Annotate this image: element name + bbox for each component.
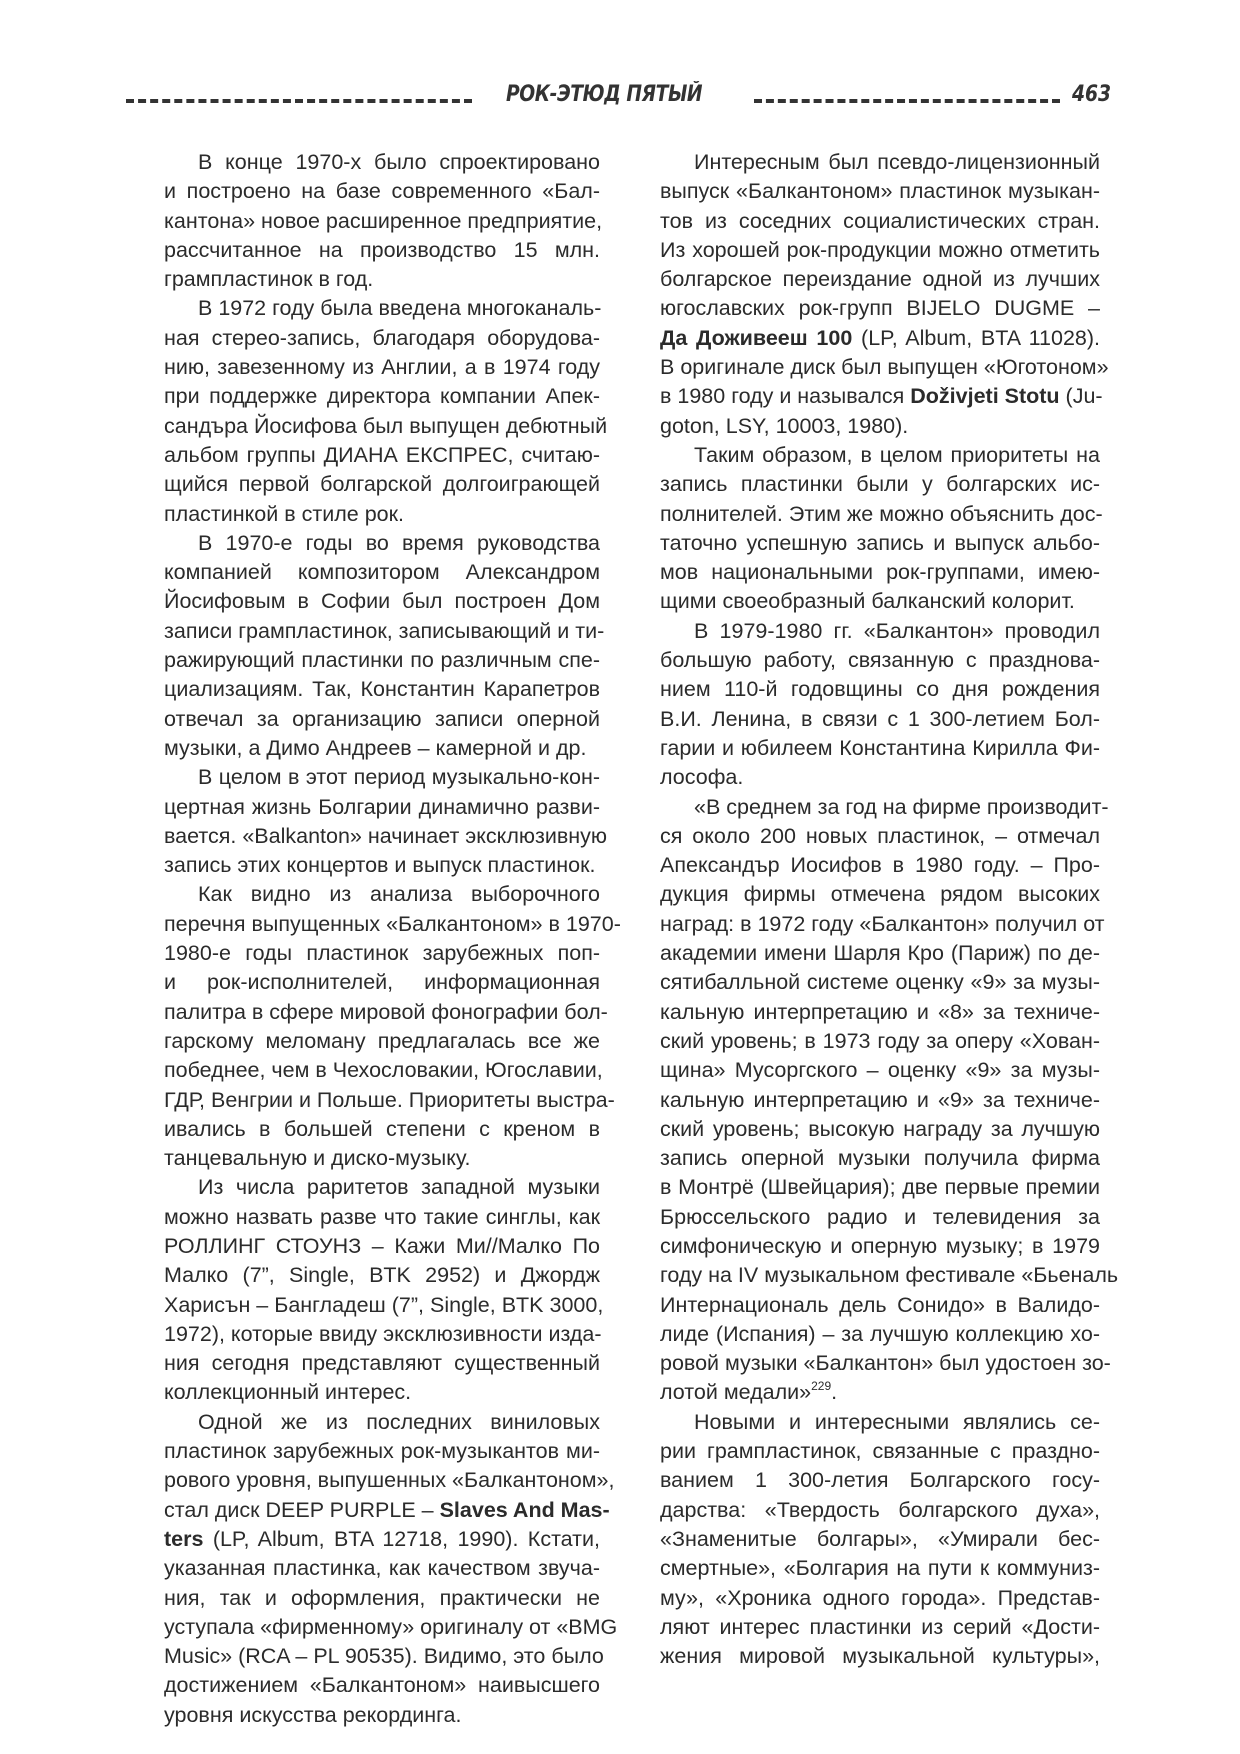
text-line bbox=[164, 1261, 600, 1290]
line-text: 1972), которые ввиду эксклюзивности изда- bbox=[164, 1321, 602, 1346]
line-text: мов национальными рок-группами, имею- bbox=[660, 560, 1100, 585]
line-text: В оригинале диск был выпущен «Юготоном» bbox=[660, 355, 1109, 380]
text-line bbox=[660, 1554, 1100, 1583]
line-text: в Монтрё (Швейцария); две первые премии bbox=[660, 1175, 1100, 1200]
text-line bbox=[164, 910, 621, 939]
text-line bbox=[164, 998, 608, 1027]
line-text: ния сегодня представляют существенный bbox=[164, 1351, 600, 1376]
line-text: стал диск DEEP PURPLE – bbox=[164, 1497, 440, 1522]
line-text: Music» (RCA – PL 90535). Видимо, это было bbox=[164, 1644, 604, 1669]
line-text: В.И. Ленина, в связи с 1 300-летием Бол- bbox=[660, 706, 1100, 731]
line-text: сятибалльной системе оценку «9» за музы- bbox=[660, 970, 1100, 995]
line-text: танцевальную и диско-музыку. bbox=[164, 1146, 471, 1171]
header-rule-left bbox=[126, 99, 472, 103]
text-line bbox=[164, 1203, 600, 1232]
text-line bbox=[660, 851, 1100, 880]
text-line bbox=[660, 324, 1100, 353]
text-line bbox=[164, 793, 600, 822]
text-line bbox=[164, 500, 600, 529]
text-line bbox=[164, 1144, 600, 1173]
text-line bbox=[660, 1027, 1100, 1056]
line-text: кальную интерпретацию и «8» за техниче- bbox=[660, 999, 1100, 1024]
text-line bbox=[660, 968, 1100, 997]
text-line bbox=[660, 1642, 1100, 1671]
line-text: музыки, а Димо Андреев – камерной и др. bbox=[164, 735, 587, 760]
line-text: Новыми и интересными являлись се- bbox=[694, 1409, 1100, 1434]
text-line bbox=[660, 382, 1103, 411]
text-line bbox=[164, 1232, 600, 1261]
text-line bbox=[660, 1613, 1100, 1642]
line-text: болгарское переиздание одной из лучших bbox=[660, 267, 1100, 292]
line-text: Апександър Иосифов в 1980 году. – Про- bbox=[660, 853, 1100, 878]
text-line bbox=[164, 236, 600, 265]
text-line bbox=[164, 265, 600, 294]
footnote-ref[interactable]: 229 bbox=[811, 1379, 832, 1394]
text-line bbox=[164, 880, 600, 909]
text-line bbox=[660, 880, 1100, 909]
text-line bbox=[660, 177, 1100, 206]
line-text: goton, LSY, 10003, 1980). bbox=[660, 413, 909, 438]
line-text: уровня искусства рекординга. bbox=[164, 1702, 462, 1727]
line-text: жения мировой музыкальной культуры», bbox=[660, 1644, 1100, 1669]
line-text: выпуск «Балкантоном» пластинок музыкан- bbox=[660, 179, 1100, 204]
text-line bbox=[660, 294, 1100, 323]
text-line bbox=[660, 675, 1100, 704]
line-text: таточно успешную запись и выпуск альбо- bbox=[660, 530, 1100, 555]
header-rule-right bbox=[754, 99, 1060, 103]
text-line bbox=[164, 324, 600, 353]
line-text: «Знаменитые болгары», «Умирали бес- bbox=[660, 1526, 1100, 1551]
text-line bbox=[164, 1115, 600, 1144]
line-text: академии имени Шарля Кро (Париж) по де- bbox=[660, 941, 1100, 966]
line-text: запись этих концертов и выпуск пластинок. bbox=[164, 853, 596, 878]
text-line bbox=[164, 1086, 615, 1115]
line-text: Из числа раритетов западной музыки bbox=[198, 1175, 600, 1200]
text-line bbox=[164, 1701, 600, 1730]
text-line bbox=[164, 1584, 600, 1613]
line-text: . bbox=[831, 1380, 838, 1405]
line-text: Таким образом, в целом приоритеты на bbox=[694, 442, 1100, 467]
line-text: грампластинок в год. bbox=[164, 267, 374, 292]
line-text: палитра в сфере мировой фонографии бол- bbox=[164, 999, 608, 1024]
line-text: уступала «фирменному» оригиналу от «BMG bbox=[164, 1614, 618, 1639]
line-text: ванием 1 300-летия Болгарского госу- bbox=[660, 1468, 1100, 1493]
line-text: Харисън – Бангладеш (7”, Single, BTK 3000, bbox=[164, 1292, 604, 1317]
text-line bbox=[164, 1437, 600, 1466]
text-line bbox=[164, 558, 600, 587]
line-text: вается. «Balkanton» начинает эксклюзивную bbox=[164, 823, 608, 848]
text-line bbox=[660, 353, 1109, 382]
running-title: РОК-ЭТЮД ПЯТЫЙ bbox=[506, 82, 703, 107]
page-number: 463 bbox=[1072, 82, 1112, 107]
text-line bbox=[164, 353, 600, 382]
text-line bbox=[660, 1173, 1100, 1202]
text-line bbox=[660, 1056, 1100, 1085]
text-line bbox=[660, 705, 1100, 734]
text-line bbox=[660, 763, 1100, 792]
line-text: Брюссельского радио и телевидения за bbox=[660, 1204, 1100, 1229]
text-line bbox=[164, 822, 608, 851]
line-text: большую работу, связанную с празднова- bbox=[660, 648, 1100, 673]
text-line bbox=[660, 793, 1109, 822]
line-text: «В среднем за год на фирме производит- bbox=[694, 794, 1109, 819]
line-text: лиде (Испания) – за лучшую коллекцию хо- bbox=[660, 1321, 1100, 1346]
line-text: ГДР, Венгрии и Польше. Приоритеты выстра- bbox=[164, 1087, 615, 1112]
text-line bbox=[660, 617, 1100, 646]
line-text: щина» Мусоргского – оценку «9» за музы- bbox=[660, 1058, 1100, 1083]
text-line bbox=[660, 587, 1100, 616]
line-text: при поддержке директора компании Апек- bbox=[164, 384, 600, 409]
line-text: В конце 1970-х было спроектировано bbox=[198, 150, 600, 174]
text-line bbox=[164, 294, 600, 323]
line-text: В целом в этот период музыкально-кон- bbox=[198, 765, 600, 790]
text-line bbox=[164, 939, 600, 968]
line-text: нию, завезенному из Англии, а в 1974 году bbox=[164, 355, 600, 380]
text-line bbox=[660, 1232, 1100, 1261]
text-line bbox=[660, 734, 1100, 763]
line-text: Интересным был псевдо-лицензионный bbox=[694, 150, 1100, 174]
line-text: ивались в большей степени с креном в bbox=[164, 1116, 600, 1141]
line-text: ся около 200 новых пластинок, – отмечал bbox=[660, 823, 1100, 848]
text-line bbox=[164, 529, 600, 558]
text-line bbox=[660, 207, 1100, 236]
text-line bbox=[164, 1496, 610, 1525]
line-text: рассчитанное на производство 15 млн. bbox=[164, 237, 600, 262]
text-line bbox=[660, 910, 1105, 939]
line-text: пластинок зарубежных рок-музыкантов ми- bbox=[164, 1439, 600, 1464]
text-line bbox=[164, 1320, 600, 1349]
line-text: смертные», «Болгария на пути к коммуниз- bbox=[660, 1556, 1100, 1581]
text-line bbox=[660, 646, 1100, 675]
bold-title: Да Доживееш 100 bbox=[660, 325, 853, 350]
line-text: записи грампластинок, записывающий и ти- bbox=[164, 618, 605, 643]
line-text: Одной же из последних виниловых bbox=[198, 1409, 600, 1434]
text-line bbox=[660, 1144, 1100, 1173]
text-line bbox=[660, 1115, 1100, 1144]
line-text: гарии и юбилеем Константина Кирилла Фи- bbox=[660, 735, 1100, 760]
line-text: ная стерео-запись, благодаря оборудова- bbox=[164, 325, 600, 350]
line-text: победнее, чем в Чехословакии, Югославии, bbox=[164, 1058, 603, 1083]
text-line bbox=[164, 1349, 600, 1378]
text-line bbox=[164, 646, 600, 675]
text-line bbox=[660, 1349, 1111, 1378]
line-text: РОЛЛИНГ СТОУНЗ – Кажи Ми//Малко По bbox=[164, 1233, 600, 1258]
text-line bbox=[660, 1261, 1119, 1290]
text-line bbox=[164, 617, 605, 646]
line-text: пластинкой в стиле рок. bbox=[164, 501, 404, 526]
line-text: полнителей. Этим же можно объяснить дос- bbox=[660, 501, 1103, 526]
line-text: рии грампластинок, связанные с праздно- bbox=[660, 1439, 1100, 1464]
text-line bbox=[660, 1378, 1100, 1407]
text-line bbox=[164, 1671, 600, 1700]
text-line bbox=[660, 529, 1100, 558]
text-line bbox=[660, 441, 1100, 470]
bold-title: Doživjeti Stotu bbox=[910, 384, 1060, 409]
text-line bbox=[164, 763, 600, 792]
text-line bbox=[660, 1584, 1100, 1613]
line-text: рового уровня, выпушенных «Балкантоном», bbox=[164, 1468, 615, 1493]
running-header bbox=[126, 82, 1126, 118]
line-text: Малко (7”, Single, BTK 2952) и Джордж bbox=[164, 1263, 600, 1288]
line-text: достижением «Балкантоном» наивысшего bbox=[164, 1673, 600, 1698]
line-text: коллекционный интерес. bbox=[164, 1380, 412, 1405]
line-text: Йосифовым в Софии был построен Дом bbox=[164, 589, 600, 614]
line-text: альбом группы ДИАНА ЕКСПРЕС, считаю- bbox=[164, 442, 600, 467]
text-line bbox=[660, 939, 1100, 968]
text-line bbox=[660, 1291, 1100, 1320]
line-text: ровой музыки «Балкантон» был удостоен зо- bbox=[660, 1351, 1111, 1376]
line-text: можно назвать разве что такие синглы, как bbox=[164, 1204, 600, 1229]
line-text: ния, так и оформления, практически не bbox=[164, 1585, 600, 1610]
line-text: югославских рок-групп BIJELO DUGME – bbox=[660, 296, 1100, 321]
text-line bbox=[164, 148, 600, 177]
text-line bbox=[660, 1437, 1100, 1466]
text-line bbox=[164, 1642, 604, 1671]
text-line bbox=[660, 1496, 1100, 1525]
line-text: запись оперной музыки получила фирма bbox=[660, 1146, 1100, 1171]
line-text: и построено на базе современного «Бал- bbox=[164, 179, 600, 204]
line-text: лотой медали» bbox=[660, 1380, 812, 1405]
line-text: перечня выпущенных «Балкантоном» в 1970- bbox=[164, 911, 621, 936]
text-line bbox=[164, 1525, 600, 1554]
line-text: в 1980 году и назывался bbox=[660, 384, 911, 409]
text-line bbox=[164, 412, 608, 441]
text-line bbox=[164, 1554, 600, 1583]
text-line bbox=[660, 412, 1100, 441]
line-text: компанией композитором Александром bbox=[164, 560, 600, 585]
text-line bbox=[660, 1086, 1100, 1115]
line-text: цертная жизнь Болгарии динамично разви- bbox=[164, 794, 600, 819]
text-line bbox=[660, 1320, 1100, 1349]
line-text: кальную интерпретацию и «9» за техниче- bbox=[660, 1087, 1100, 1112]
text-line bbox=[164, 382, 600, 411]
line-text: Интернациональ дель Сонидо» в Валидо- bbox=[660, 1292, 1100, 1317]
line-text: лософа. bbox=[660, 765, 744, 790]
text-line bbox=[660, 558, 1100, 587]
text-line bbox=[164, 705, 600, 734]
text-line bbox=[164, 968, 600, 997]
line-text: Из хорошей рок-продукции можно отметить bbox=[660, 237, 1100, 262]
line-text: гарскому меломану предлагалась все же bbox=[164, 1028, 600, 1053]
line-text: дарства: «Твердость болгарского духа», bbox=[660, 1497, 1100, 1522]
text-line bbox=[660, 1408, 1100, 1437]
line-text: нием 110-й годовщины со дня рождения bbox=[660, 677, 1100, 702]
line-text: сандъра Йосифова был выпущен дебютный bbox=[164, 413, 608, 438]
text-line bbox=[164, 1613, 618, 1642]
line-text: 1980-е годы пластинок зарубежных поп- bbox=[164, 941, 600, 966]
text-line bbox=[164, 851, 600, 880]
text-line bbox=[660, 1203, 1100, 1232]
line-text: В 1970-е годы во время руководства bbox=[198, 530, 600, 555]
text-line bbox=[164, 441, 600, 470]
text-line bbox=[660, 822, 1100, 851]
line-text: циализациям. Так, Константин Карапетров bbox=[164, 677, 600, 702]
line-text: отвечал за организацию записи оперной bbox=[164, 706, 600, 731]
text-line bbox=[660, 1525, 1100, 1554]
text-line bbox=[164, 1466, 615, 1495]
text-line bbox=[164, 207, 603, 236]
text-line bbox=[164, 1291, 604, 1320]
text-line bbox=[660, 470, 1100, 499]
right-text-column bbox=[660, 148, 1119, 1671]
line-text: ражирующий пластинки по различным спе- bbox=[164, 648, 600, 673]
line-text: симфоническую и оперную музыку; в 1979 bbox=[660, 1233, 1100, 1258]
text-line bbox=[164, 734, 600, 763]
bold-title: ters bbox=[164, 1526, 204, 1551]
text-line bbox=[164, 1173, 600, 1202]
line-text: кантона» новое расширенное предприятие, bbox=[164, 208, 603, 233]
line-text: ляют интерес пластинки из серий «Дости- bbox=[660, 1614, 1100, 1639]
line-text: и рок-исполнителей, информационная bbox=[164, 970, 600, 995]
line-text: (Ju- bbox=[1059, 384, 1103, 409]
line-text: году на IV музыкальном фестивале «Бьеналь bbox=[660, 1263, 1119, 1288]
text-line bbox=[660, 148, 1100, 177]
text-line bbox=[660, 265, 1100, 294]
line-text: Как видно из анализа выборочного bbox=[198, 882, 600, 907]
line-text: тов из соседних социалистических стран. bbox=[660, 208, 1100, 233]
text-line bbox=[660, 236, 1100, 265]
text-line bbox=[164, 1056, 603, 1085]
text-line bbox=[164, 1027, 600, 1056]
text-line bbox=[164, 587, 600, 616]
text-line bbox=[164, 470, 600, 499]
line-text: дукция фирмы отмечена рядом высоких bbox=[660, 882, 1100, 907]
line-text: щийся первой болгарской долгоиграющей bbox=[164, 472, 600, 497]
left-text-column bbox=[164, 148, 621, 1730]
line-text: му», «Хроника одного города». Представ- bbox=[660, 1585, 1100, 1610]
text-line bbox=[660, 500, 1103, 529]
line-text: ский уровень; высокую награду за лучшую bbox=[660, 1116, 1100, 1141]
bold-title: Slaves And Mas- bbox=[439, 1497, 610, 1522]
line-text: щими своеобразный балканский колорит. bbox=[660, 589, 1075, 614]
line-text: (LP, Album, BTA 12718, 1990). Кстати, bbox=[203, 1526, 600, 1551]
text-line bbox=[164, 1378, 600, 1407]
text-line bbox=[164, 177, 600, 206]
line-text: запись пластинки были у болгарских ис- bbox=[660, 472, 1100, 497]
line-text: указанная пластинка, как качеством звуча- bbox=[164, 1556, 600, 1581]
line-text: В 1979-1980 гг. «Балкантон» проводил bbox=[694, 618, 1100, 643]
line-text: ский уровень; в 1973 году за оперу «Хован- bbox=[660, 1028, 1100, 1053]
line-text: В 1972 году была введена многоканаль- bbox=[198, 296, 602, 321]
line-text: наград: в 1972 году «Балкантон» получил от bbox=[660, 911, 1105, 936]
text-line bbox=[164, 675, 600, 704]
text-line bbox=[164, 1408, 600, 1437]
text-line bbox=[660, 998, 1100, 1027]
line-text: (LP, Album, BTA 11028). bbox=[852, 325, 1101, 350]
text-line bbox=[660, 1466, 1100, 1495]
